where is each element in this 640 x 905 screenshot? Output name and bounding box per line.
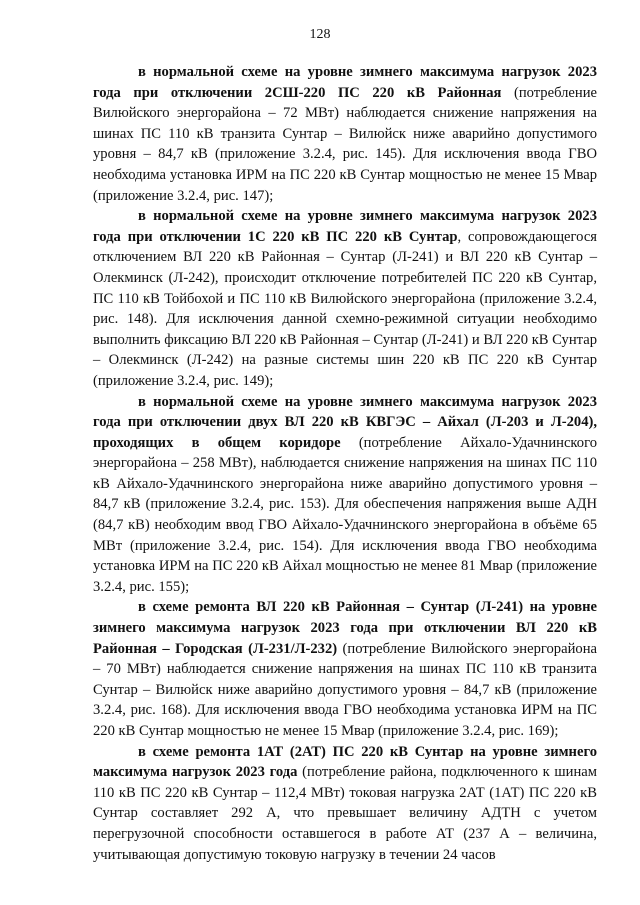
paragraph — [93, 742, 597, 866]
paragraph-text: (потребление Вилюйского энергорайона – 70 МВт) наблюдается снижение напряжения на шинах ПС 110 кВ транзита Сунтар – Вилюйск ниже аварийно допустимого уровня – 84,7 кВ (приложение 3.2.4, рис. 168). Для исключения ввода ГВО необходима установка ИРМ на ПС 220 кВ Сунтар мощностью не менее 15 Мвар (приложение 3.2.4, рис. 169); — [93, 640, 597, 739]
paragraph-bold-lead: в нормальной схеме на уровне зимнего максимума нагрузок 2023 года при отключении 1С 220 кВ ПС 220 кВ Сунтар — [93, 208, 597, 245]
paragraph-bold-lead: в нормальной схеме на уровне зимнего максимума нагрузок 2023 года при отключении 2СШ-220 ПС 220 кВ Районная — [93, 64, 597, 101]
paragraph — [93, 597, 597, 741]
paragraph-text: (потребление района, подключенного к шинам 110 кВ ПС 220 кВ Сунтар – 112,4 МВт) токовая нагрузка 2АТ (1АТ) ПС 220 кВ Сунтар составляет 292 А, что превышает величину АДТН с учетом перегрузочной способности оставшегося в работе АТ (237 А – величина, учитывающая допустимую токовую нагрузку в течении 24 часов — [93, 764, 597, 863]
page-number: 128 — [309, 27, 331, 42]
paragraph — [93, 206, 597, 391]
paragraph — [93, 62, 597, 206]
paragraph-bold-lead: в нормальной схеме на уровне зимнего максимума нагрузок 2023 года при отключении двух ВЛ 220 кВ КВГЭС – Айхал (Л-203 и Л-204), проходящих в общем коридоре — [93, 393, 597, 451]
paragraph — [93, 392, 597, 598]
document-body — [93, 62, 597, 865]
paragraph-text: (потребление Вилюйского энергорайона – 72 МВт) наблюдается снижение напряжения на шинах ПС 110 кВ транзита Сунтар – Вилюйск ниже аварийно допустимого уровня – 84,7 кВ (приложение 3.2.4, рис. 145). Для исключения ввода ГВО необходима установка ИРМ на ПС 220 кВ Сунтар мощностью не менее 15 Мвар (приложение 3.2.4, рис. 147); — [93, 84, 598, 204]
paragraph-text: , сопровождающегося отключением ВЛ 220 кВ Районная – Сунтар (Л-241) и ВЛ 220 кВ Сунтар – Олекминск (Л-242), происходит отключение потребителей ПС 220 кВ Сунтар, ПС 110 кВ Тойбохой и ПС 110 кВ Вилюйского энергорайона (приложение 3.2.4, рис. 148). Для исключения данной схемно-режимной ситуации необходимо выполнить фиксацию ВЛ 220 кВ Районная – Сунтар (Л-241) и ВЛ 220 кВ Сунтар – Олекминск (Л-242) на разные системы шин 220 кВ ПС 220 кВ Сунтар (приложение 3.2.4, рис. 149); — [93, 228, 598, 389]
paragraph-bold-lead: в схеме ремонта ВЛ 220 кВ Районная – Сунтар (Л-241) на уровне зимнего максимума нагрузок 2023 года при отключении ВЛ 220 кВ Районная – Городская (Л-231/Л-232) — [93, 599, 597, 657]
paragraph-bold-lead: в схеме ремонта 1АТ (2АТ) ПС 220 кВ Сунтар на уровне зимнего максимума нагрузок 2023 года — [93, 743, 597, 781]
paragraph-text: (потребление Айхало-Удачнинского энергорайона – 258 МВт), наблюдается снижение напряжения на шинах ПС 110 кВ Айхало-Удачнинского энергорайона ниже аварийно допустимого уровня – 84,7 кВ (приложение 3.2.4, рис. 153). Для обеспечения напряжения выше АДН (84,7 кВ) необходим ввод ГВО Айхало-Удачнинского энергорайона в объёме 65 МВт (приложение 3.2.4, рис. 154). Для исключения ввода ГВО необходима установка ИРМ на ПС 220 кВ Айхал мощностью не менее 81 Мвар (приложение 3.2.4, рис. 155); — [93, 434, 597, 595]
